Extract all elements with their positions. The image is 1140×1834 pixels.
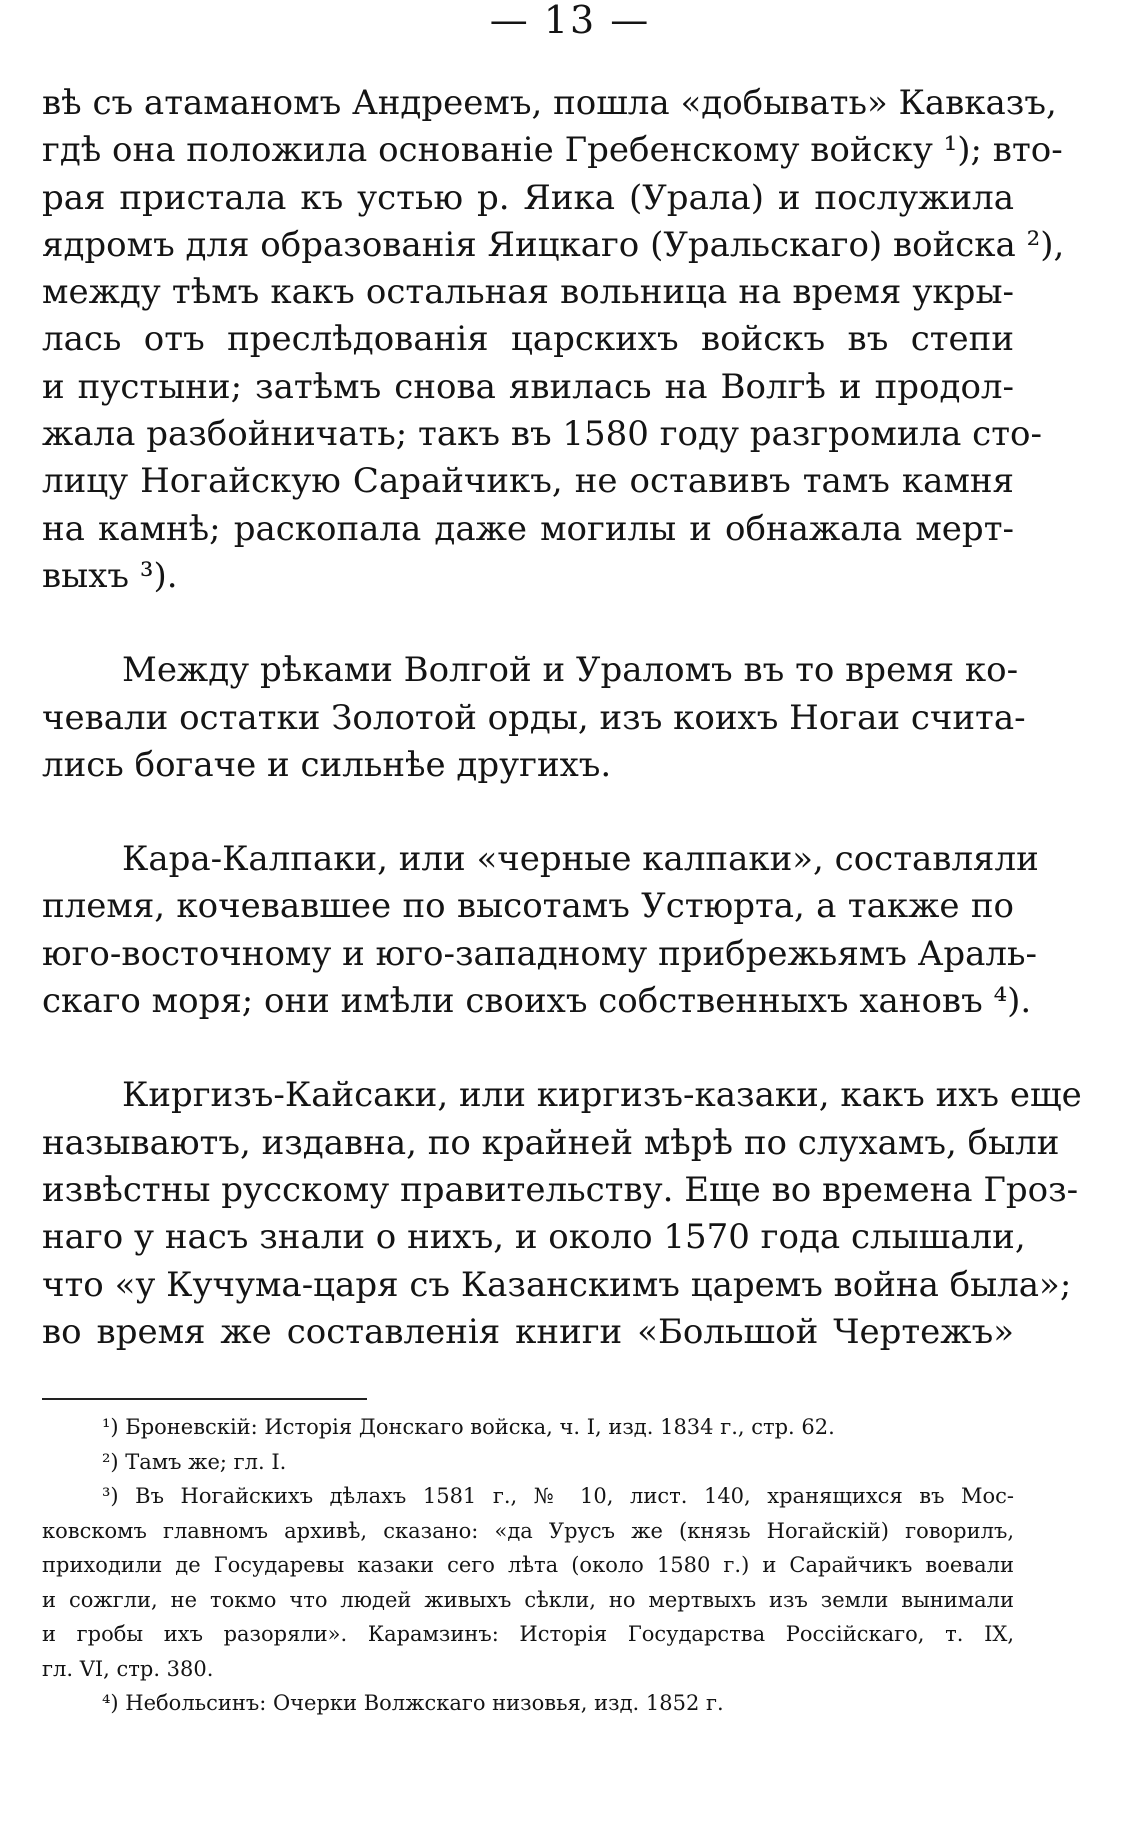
- footnote-line: приходили де Государевы казаки сего лѣта (около 1580 г.) и Сарайчикъ воевали: [42, 1553, 1014, 1577]
- text-line: во время же составленія книги «Большой Чертежъ»: [42, 1311, 1014, 1352]
- text-line: извѣстны русскому правительству. Еще во времена Гроз-: [42, 1169, 1079, 1210]
- text-line: чевали остатки Золотой орды, изъ коихъ Ногаи считa-: [42, 697, 1026, 738]
- footnote-line: ³) Въ Ногайскихъ дѣлахъ 1581 г., № 10, лист. 140, хранящихся въ Мос-: [102, 1484, 1014, 1508]
- text-line: лись богаче и сильнѣе другихъ.: [42, 744, 612, 785]
- text-line: вѣ съ атаманомъ Андреемъ, пошла «добывать» Кавказъ,: [42, 83, 1057, 123]
- footnotes: [42, 1410, 1014, 1721]
- text-line: Между рѣками Волгой и Ураломъ въ то время ко-: [122, 650, 1019, 691]
- paragraph-3: [42, 836, 1039, 1025]
- text-line: между тѣмъ какъ остальная вольница на время укры-: [42, 272, 1014, 313]
- paragraph-gap: [42, 789, 1014, 836]
- page-number: — 13 —: [489, 0, 651, 42]
- text-line: лась отъ преслѣдованія царскихъ войскъ въ степи: [42, 319, 1014, 360]
- paragraph-gap: [42, 1025, 1014, 1072]
- text-line: и пустыни; затѣмъ снова явилась на Волгѣ и продол-: [42, 366, 1014, 407]
- text-line: скаго моря; они имѣли своихъ собственныхъ хановъ ⁴).: [42, 981, 1032, 1022]
- text-line: племя, кочевавшее по высотамъ Устюрта, а также по: [42, 886, 1014, 927]
- text-line: гдѣ она положила основаніе Гребенскому войску ¹); вто-: [42, 130, 1063, 171]
- main-text: [42, 80, 1082, 1356]
- text-line: что «у Кучума-царя съ Казанскимъ царемъ война была»;: [42, 1264, 1072, 1305]
- text-line: Киргизъ-Кайсаки, или киргизъ-казаки, какъ ихъ еще: [122, 1075, 1082, 1116]
- paragraph-gap: [42, 600, 1014, 647]
- footnote-line: ковскомъ главномъ архивѣ, сказано: «да Урусъ же (князь Ногайскій) говорилъ,: [42, 1518, 1014, 1543]
- text-line: рая пристала къ устью р. Яика (Урала) и послужила: [42, 177, 1014, 218]
- text-line: называютъ, издавна, по крайней мѣрѣ по слухамъ, были: [42, 1122, 1060, 1163]
- footnote-1: [42, 1410, 1014, 1445]
- text-line: Кара-Калпаки, или «черные калпаки», составляли: [122, 839, 1039, 880]
- text-line: на камнѣ; раскопала даже могилы и обнажала мерт-: [42, 508, 1014, 549]
- footnote-4: [42, 1686, 1014, 1721]
- footnote-line: ⁴) Небольсинъ: Очерки Волжскаго низовья, изд. 1852 г.: [102, 1691, 724, 1715]
- footnote-line: ¹) Броневскій: Исторія Донскаго войска, ч. I, изд. 1834 г., стр. 62.: [102, 1415, 835, 1439]
- text-line: выхъ ³).: [42, 555, 178, 596]
- footnote-line: и сожгли, не токмо что людей живыхъ сѣкли, но мертвыхъ изъ земли вынимали: [42, 1587, 1014, 1612]
- footnote-2: [42, 1445, 1014, 1480]
- footnote-line: и гробы ихъ разоряли». Карамзинъ: Исторія Государства Россійскаго, т. IX,: [42, 1622, 1014, 1646]
- text-line: ядромъ для образованія Яицкаго (Уральскаго) войска ²),: [42, 224, 1065, 265]
- footnote-line: гл. VI, стр. 380.: [42, 1656, 214, 1681]
- text-line: жала разбойничать; такъ въ 1580 году разгромила сто-: [42, 414, 1042, 455]
- paragraph-2: [42, 647, 1026, 789]
- footnote-line: ²) Тамъ же; гл. I.: [102, 1449, 287, 1474]
- footnote-3: [42, 1479, 1014, 1686]
- paragraph-4: [42, 1072, 1082, 1356]
- text-line: лицу Ногайскую Сарайчикъ, не оставивъ тамъ камня: [42, 461, 1014, 502]
- paragraph-1: [42, 80, 1065, 600]
- text-line: наго у насъ знали о нихъ, и около 1570 года слышали,: [42, 1217, 1026, 1258]
- text-line: юго-восточному и юго-западному прибрежьямъ Араль-: [42, 933, 1038, 974]
- footnote-divider: [42, 1398, 367, 1400]
